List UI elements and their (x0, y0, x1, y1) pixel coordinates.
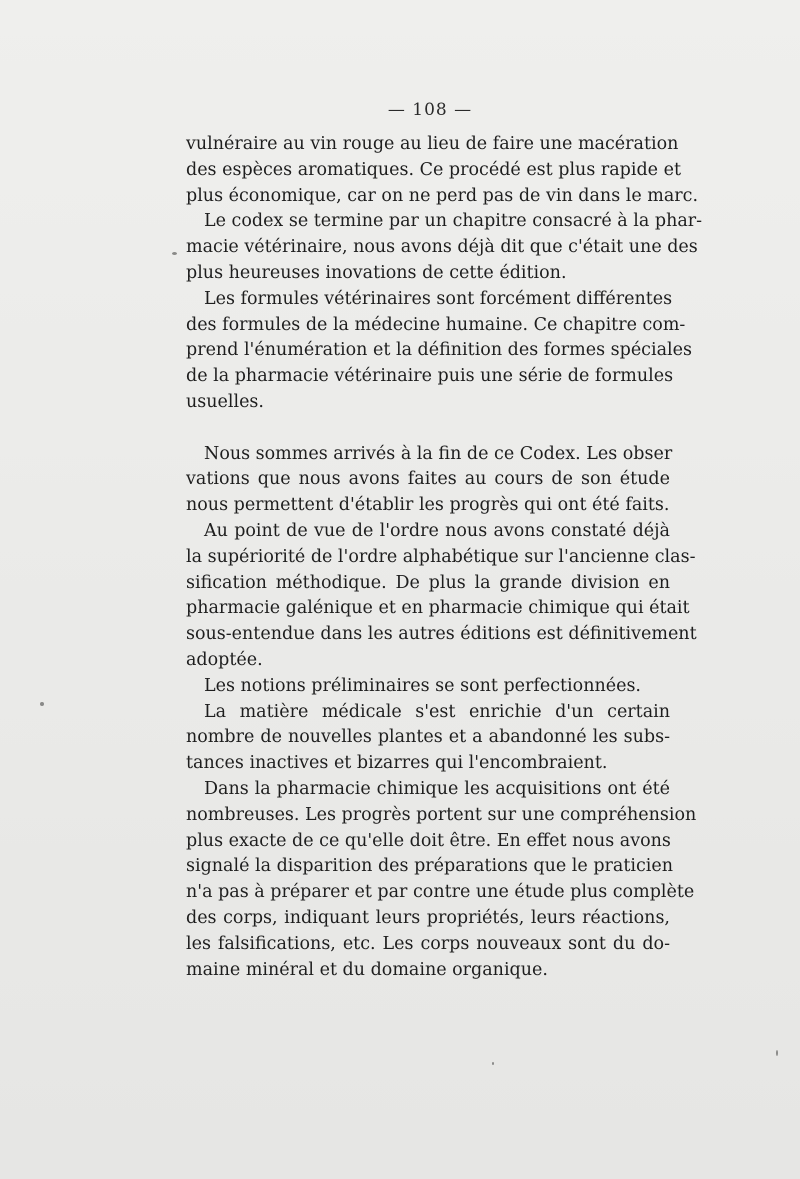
paragraph (186, 442, 673, 519)
paragraph (186, 519, 697, 674)
paragraph (186, 777, 697, 983)
text-line: nombre de nouvelles plantes et a abandonné les subs- (186, 727, 670, 748)
text-line: la supériorité de l'ordre alphabétique sur l'ancienne clas- (186, 546, 696, 567)
text-line: maine minéral et du domaine organique. (186, 959, 548, 980)
text-line: plus exacte de ce qu'elle doit être. En effet nous avons (186, 830, 671, 851)
text-line: plus heureuses inovations de cette édition. (186, 262, 567, 283)
paragraph (186, 700, 670, 777)
text-line: Les notions préliminaires se sont perfectionnées. (204, 675, 641, 696)
text-line: adoptée. (186, 649, 263, 670)
text-line: tances inactives et bizarres qui l'encombraient. (186, 753, 608, 774)
paragraph (186, 209, 703, 286)
paragraph (186, 132, 699, 209)
text-line: Nous sommes arrivés à la fin de ce Codex. Les obser (204, 443, 673, 464)
text-line: les falsifications, etc. Les corps nouveaux sont du do- (186, 933, 670, 954)
text-line: des corps, indiquant leurs propriétés, leurs réactions, (186, 907, 670, 928)
text-line: Dans la pharmacie chimique les acquisitions ont été (204, 778, 670, 799)
text-line: nous permettent d'établir les progrès qui ont été faits. (186, 495, 670, 516)
section-break (186, 416, 670, 442)
paragraph (186, 674, 670, 700)
text-line: des espèces aromatiques. Ce procédé est plus rapide et (186, 159, 681, 180)
scan-speck (776, 1050, 778, 1056)
text-line: pharmacie galénique et en pharmacie chimique qui était (186, 598, 690, 619)
text-line: vulnéraire au vin rouge au lieu de faire une macération (186, 134, 679, 154)
text-line: macie vétérinaire, nous avons déjà dit que c'était une des (186, 237, 698, 258)
text-line: sous-entendue dans les autres éditions est définitivement (186, 624, 697, 645)
text-line: sification méthodique. De plus la grande division en (186, 572, 670, 593)
text-line: des formules de la médecine humaine. Ce chapitre com- (186, 314, 686, 335)
text-line: La matière médicale s'est enrichie d'un certain (204, 701, 670, 722)
text-line: Le codex se termine par un chapitre consacré à la phar- (204, 211, 703, 232)
text-line: Les formules vétérinaires sont forcément différentes (204, 288, 673, 309)
body-text (186, 132, 703, 983)
text-line: nombreuses. Les progrès portent sur une compréhension (186, 804, 697, 825)
text-line: usuelles. (186, 391, 264, 412)
text-line: signalé la disparition des préparations que le praticien (186, 856, 673, 877)
scan-speck (492, 1062, 494, 1065)
text-line: plus économique, car on ne perd pas de vin dans le marc. (186, 185, 699, 206)
scan-speck (172, 252, 177, 255)
text-line: vations que nous avons faites au cours de son étude (186, 469, 670, 490)
paragraph (186, 287, 692, 416)
text-line: n'a pas à préparer et par contre une étude plus complète (186, 882, 695, 903)
scan-speck (40, 702, 44, 706)
text-line: prend l'énumération et la définition des formes spéciales (186, 340, 692, 361)
text-line: de la pharmacie vétérinaire puis une série de formules (186, 366, 674, 387)
page-number: — 108 — (387, 100, 473, 120)
text-line: Au point de vue de l'ordre nous avons constaté déjà (204, 520, 670, 541)
